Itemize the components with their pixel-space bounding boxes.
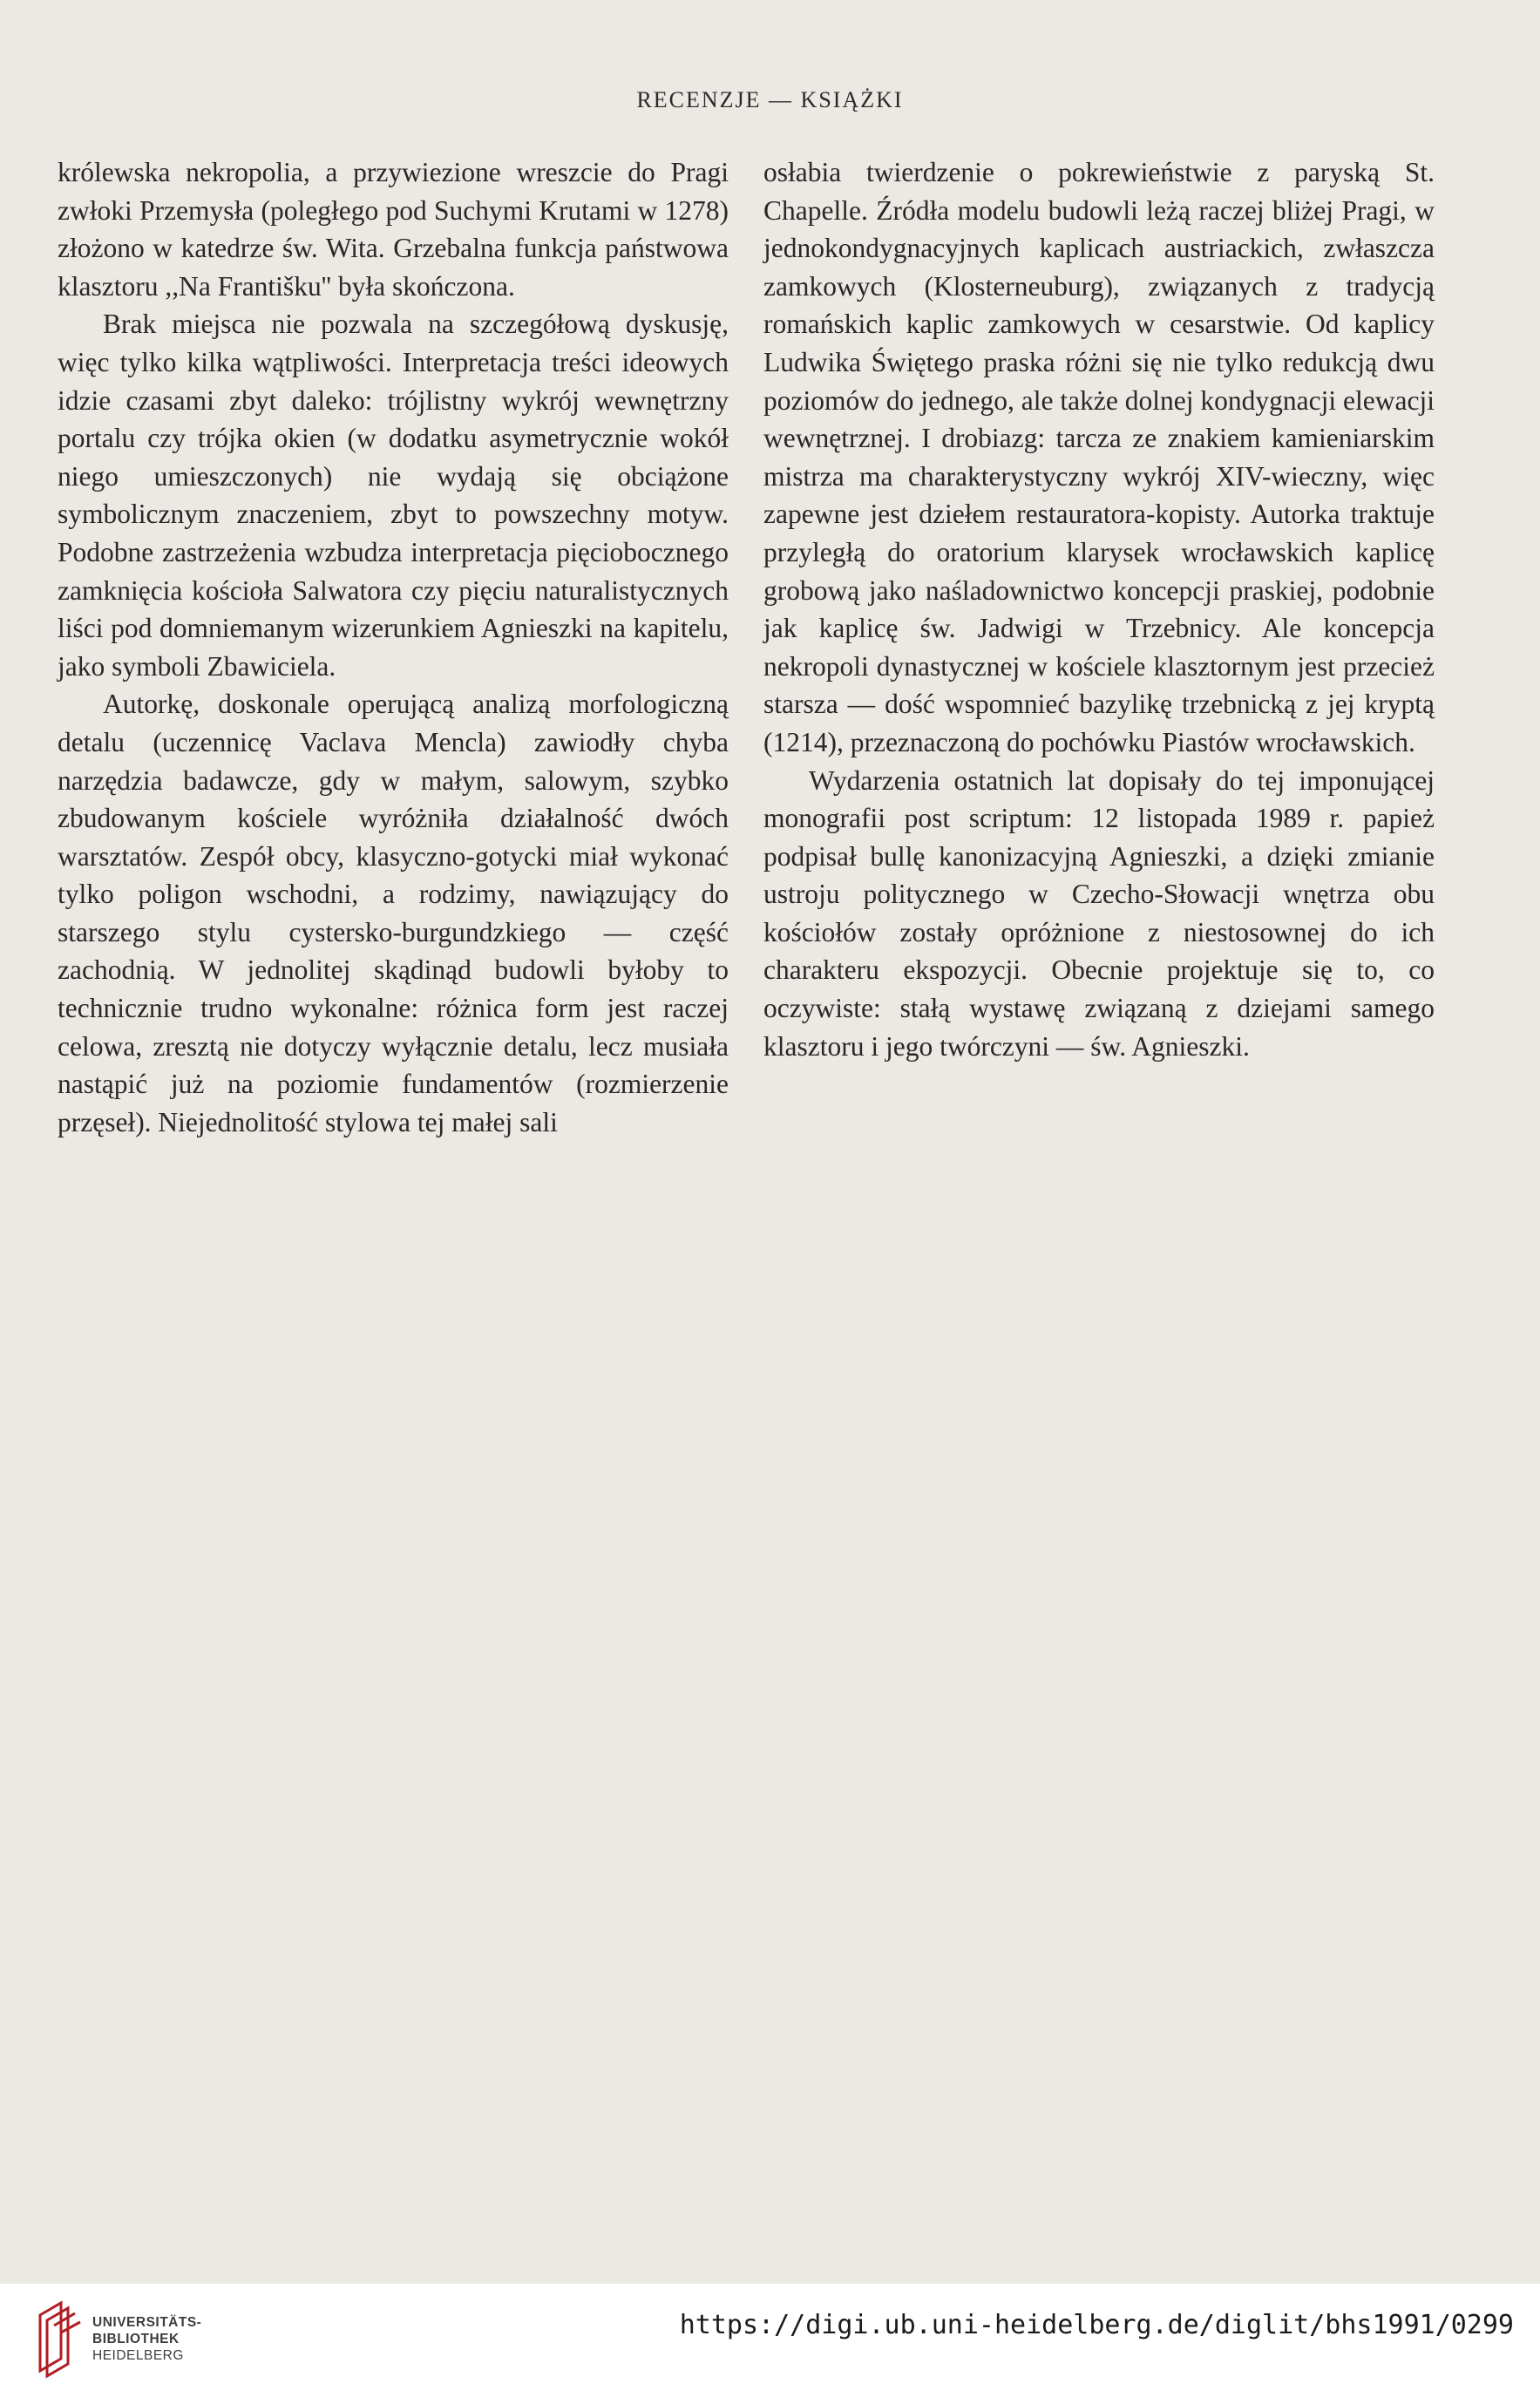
footer-bar [0,2284,1540,2397]
left-paragraph-3: Autorkę, doskonale operującą analizą morfologiczną detalu (uczennicę Vaclava Mencla) zawiodły chyba narzędzia badawcze, gdy w małym, salowym, szybko zbudowanym kościele wyróżniła działalność dwóch warsztatów. Zespół obcy, klasyczno-gotycki miał wykonać tylko poligon wschodni, a rodzimy, nawiązujący do starszego stylu cystersko-burgundzkiego — część zachodnią. W jednolitej skądinąd budowli byłoby to technicznie trudno wykonalne: różnica form jest raczej celowa, zresztą nie dotyczy wyłącznie detalu, lecz musiała nastąpić już na poziomie fundamentów (rozmierzenie przęseł). Niejednolitość stylowa tej małej sali [58,689,729,1137]
running-head: RECENZJE — KSIĄŻKI [636,87,904,112]
right-paragraph-2: Wydarzenia ostatnich lat dopisały do tej imponującej monografii post scriptum: 12 listopada 1989 r. papież podpisał bullę kanonizacyjną Agnieszki, a dzięki zmianie ustroju politycznego w Czecho-Słowacji wnętrza obu kościołów zostały opróżnione z niestosownej do ich charakteru ekspozycji. Obecnie projektuje się to, co oczywiste: stałą wystawę związaną z dziejami samego klasztoru i jego twórczyni — św. Agnieszki. [763,764,1435,1062]
right-paragraph-1: osłabia twierdzenie o pokrewieństwie z paryską St. Chapelle. Źródła modelu budowli leżą raczej bliżej Pragi, w jednokondygnacyjnych kaplicach austriackich, zwłaszcza zamkowych (Klosterneuburg), związanych z tradycją romańskich kaplic zamkowych w cesarstwie. Od kaplicy Ludwika Świętego praska różni się nie tylko redukcją dwu poziomów do jednego, ale także dolnej kondygnacji elewacji wewnętrznej. I drobiazg: tarcza ze znakiem kamieniarskim mistrza ma charakterystyczny wykrój XIV-wieczny, więc zapewne jest dziełem restauratora-kopisty. Autorka traktuje przyległą do oratorium klarysek wrocławskich kaplicę grobową jako naśladownictwo koncepcji praskiej, podobnie jak kaplicę św. Jadwigi w Trzebnicy. Ale koncepcja nekropoli dynastycznej w kościele klasztornym jest przecież starsza — dość wspomnieć bazylikę trzebnicką z jej kryptą (1214), przeznaczoną do pochówku Piastów wrocławskich. [763,157,1435,757]
left-column [58,153,729,1141]
left-paragraph-1: królewska nekropolia, a przywiezione wreszcie do Pragi zwłoki Przemysła (poległego pod Suchymi Krutami w 1278) złożono w katedrze św. Wita. Grzebalna funkcja państwowa klasztoru ,,Na Františku'' była skończona. [58,157,729,302]
library-line-2: BIBLIOTHEK [92,2332,180,2346]
library-line-1: UNIVERSITÄTS- [92,2315,202,2330]
library-line-3: HEIDELBERG [92,2348,184,2363]
left-paragraph-2: Brak miejsca nie pozwala na szczegółową dyskusję, więc tylko kilka wątpliwości. Interpretacja treści ideowych idzie czasami zbyt daleko: trójlistny wykrój wewnętrzny portalu czy trójka okien (w dodatku asymetrycznie wokół niego umieszczonych) nie wydają się obciążone symbolicznym znaczeniem, zbyt to powszechny motyw. Podobne zastrzeżenia wzbudza interpretacja pięciobocznego zamknięcia kościoła Salwatora czy pięciu naturalistycznych liści pod domniemanym wizerunkiem Agnieszki na kapitelu, jako symboli Zbawiciela. [58,309,729,682]
right-column [763,153,1435,1065]
library-name [92,2314,201,2364]
ub-heidelberg-logo-icon [35,2298,85,2381]
source-url-link[interactable]: https://digi.ub.uni-heidelberg.de/diglit/bhs1991/0299 [679,2310,1514,2340]
